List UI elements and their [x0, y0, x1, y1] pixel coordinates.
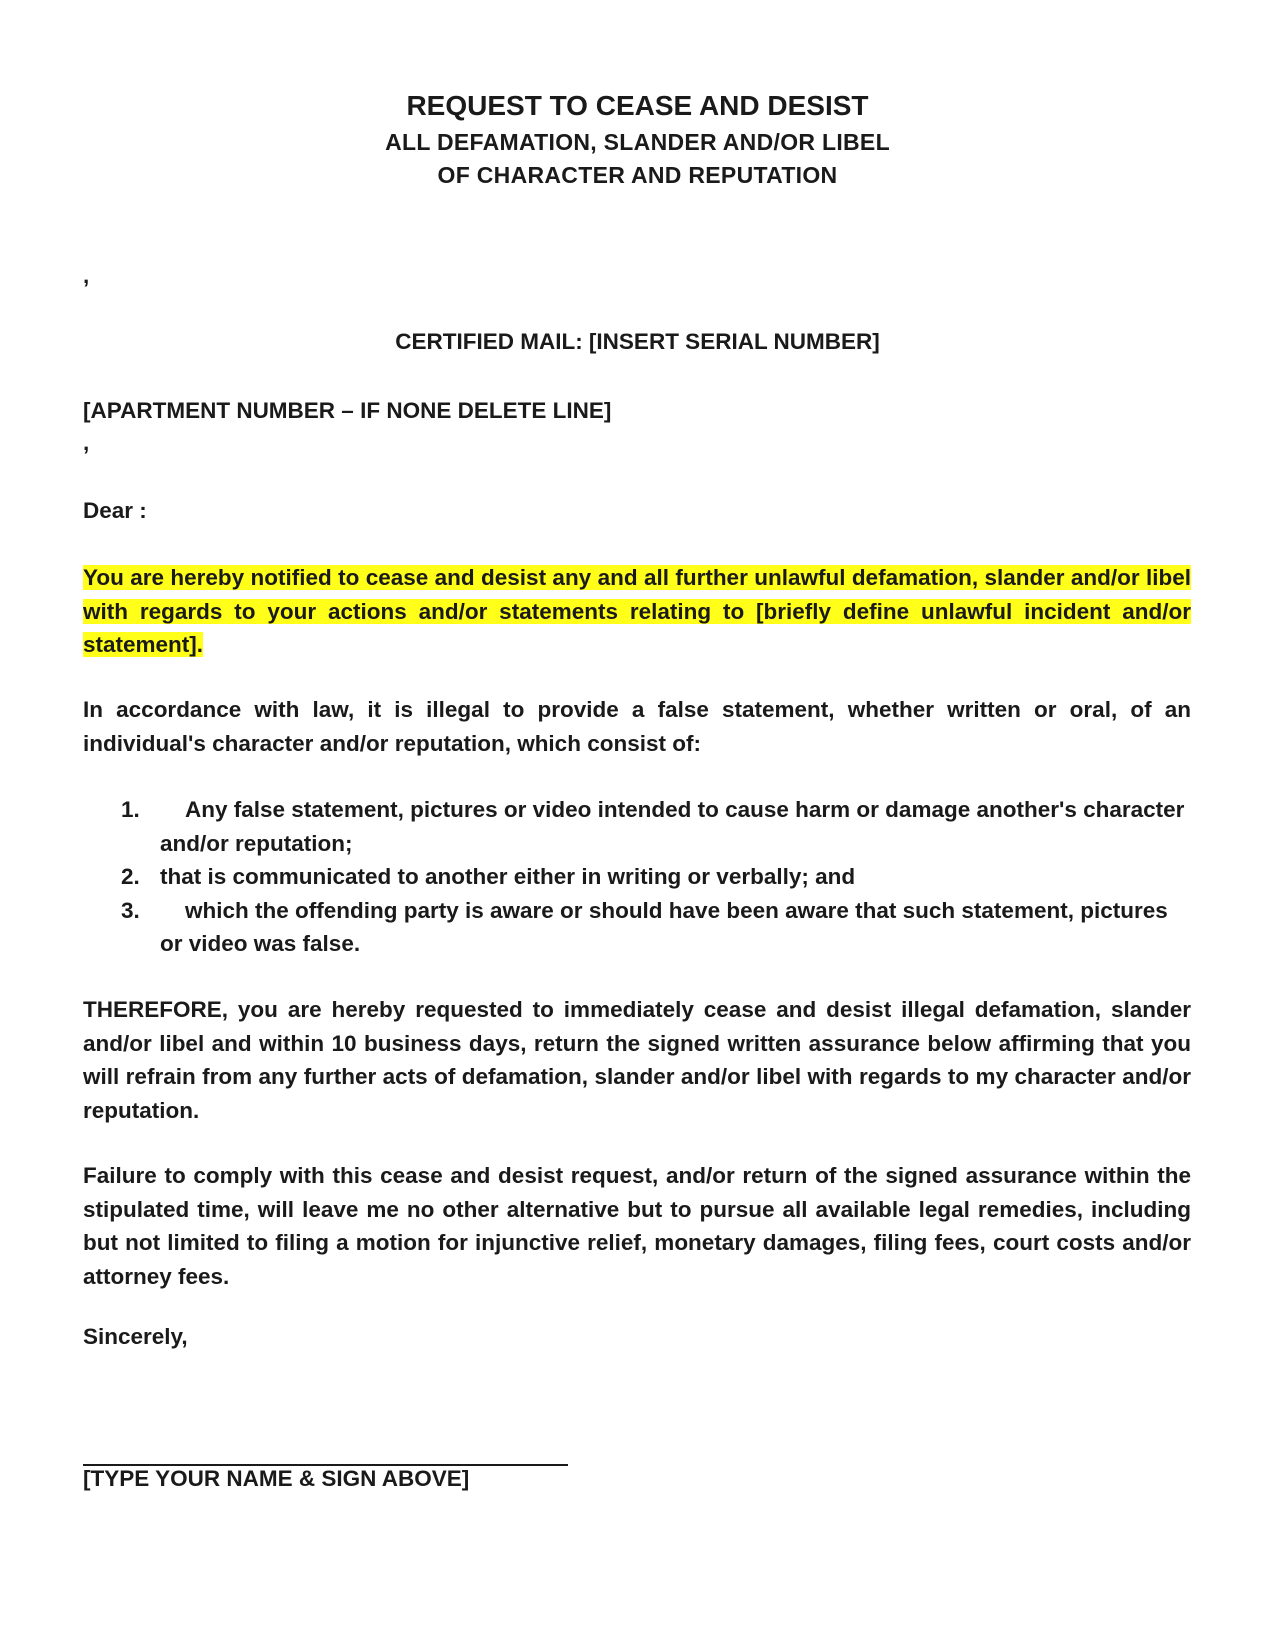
list-item-number: 1.	[121, 797, 140, 822]
therefore-paragraph: THEREFORE, you are hereby requested to immediately cease and desist illegal defamation, slander and/or libel and within 10 business days, return the signed written assurance below affirming that you will refrain from any further acts of defamation, slander and/or libel with regards to my character and/or reputation.	[83, 997, 1191, 1123]
list-item	[83, 894, 1191, 961]
document-subtitle-line-1: ALL DEFAMATION, SLANDER AND/OR LIBEL	[385, 129, 890, 155]
notice-paragraph	[83, 561, 1191, 662]
address-comma-2: ,	[83, 430, 90, 455]
salutation: Dear :	[83, 498, 147, 523]
highlighted-notice-text: You are hereby notified to cease and desist any and all further unlawful defamation, slander and/or libel with regards to your actions and/or statements relating to [briefly define unlawful incident and/or statement].	[83, 565, 1191, 657]
law-paragraph: In accordance with law, it is illegal to provide a false statement, whether written or oral, of an individual's character and/or reputation, which consist of:	[83, 697, 1191, 756]
certified-mail-line: CERTIFIED MAIL: [INSERT SERIAL NUMBER]	[395, 329, 880, 354]
list-item-number: 3.	[121, 897, 140, 923]
document-subtitle-line-2: OF CHARACTER AND REPUTATION	[437, 162, 838, 188]
address-comma-1: ,	[83, 263, 90, 288]
closing: Sincerely,	[83, 1324, 188, 1349]
list-item-text: that is communicated to another either in writing or verbally; and	[160, 864, 856, 889]
list-item	[83, 860, 1191, 894]
list-item-text: which the offending party is aware or should have been aware that such statement, pictures or video was false.	[160, 897, 1168, 956]
list-item-text: Any false statement, pictures or video intended to cause harm or damage another's character and/or reputation;	[160, 797, 1185, 856]
failure-paragraph: Failure to comply with this cease and desist request, and/or return of the signed assurance within the stipulated time, will leave me no other alternative but to pursue all available legal remedies, including but not limited to filing a motion for injunctive relief, monetary damages, filing fees, court costs and/or attorney fees.	[83, 1163, 1191, 1289]
list-item-number: 2.	[121, 864, 140, 889]
list-item	[83, 793, 1191, 860]
apartment-number-line: [APARTMENT NUMBER – IF NONE DELETE LINE]	[83, 398, 612, 423]
document-title: REQUEST TO CEASE AND DESIST	[406, 90, 869, 121]
signature-label: [TYPE YOUR NAME & SIGN ABOVE]	[83, 1466, 470, 1491]
elements-list	[83, 793, 1191, 961]
